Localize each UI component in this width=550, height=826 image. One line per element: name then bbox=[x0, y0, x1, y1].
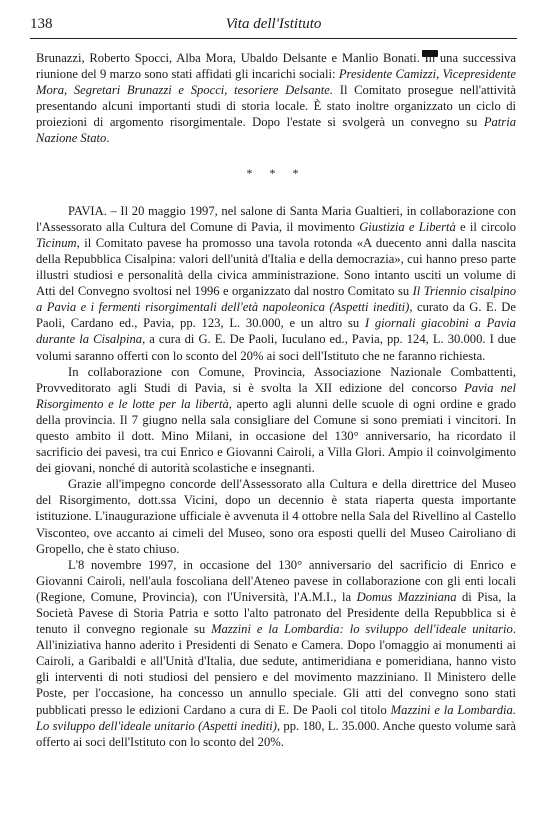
paragraph-pavia-convegno bbox=[36, 203, 516, 364]
running-title: Vita dell'Istituto bbox=[225, 16, 322, 32]
section-separator: * * * bbox=[246, 165, 306, 180]
italic-run: Giustizia e Libertà bbox=[359, 219, 456, 234]
paragraph-museo: Grazie all'impegno concorde dell'Assessorato alla Cultura e della direttrice del Museo del Risorgimento, dott.ssa Vicini, dopo un decennio è stata riaperta questa importante istituzione. L'inaugurazione ufficiale è avvenuta il 4 ottobre nella Sala del Rivellino al Castello Visconteo, ove accanto ai cimeli del Museo, sono ora esposti quelli del Museo Cairoliano di Gropello, che è stato chiuso. bbox=[36, 477, 516, 556]
page-number: 138 bbox=[30, 16, 53, 32]
text-run: Il Comitato prosegue nell'attività presentando alcuni importanti studi di storia locale. È stato inoltre organizzato un ciclo di proiezioni di argomento risorgimentale. Dopo l'estate si svolgerà un convegno su bbox=[36, 83, 517, 130]
italic-run: Ticinum bbox=[36, 235, 77, 250]
text-run: . All'iniziativa hanno aderito i Presidenti di Senato e Camera. Dopo l'omaggio ai monumenti ai Cairoli, a Garibaldi e all'Unità d'Italia, due sedute, antimeridiana e pomeridiana, hanno visto gli interventi di noti studiosi del pensiero e del movimento mazziniano. Il Ministero delle Poste, per l'occasione, ha concesso un annullo speciale. Gli atti del convegno sono stati pubblicati presso le edizioni Cardano a cura di E. De Paoli col titolo bbox=[36, 622, 516, 717]
text-run: di Pisa, la Società Pavese di Storia Patria e sotto l'alto patronato del Presidente della Repubblica si è tenuto il convegno regionale su bbox=[36, 589, 516, 637]
paragraph-cairoli bbox=[36, 557, 516, 750]
text-run: , curato da G. E. De Paoli, Cardano ed., Pavia, pp. 123, L. 30.000, e un altro su bbox=[36, 300, 516, 331]
text-run: . bbox=[106, 131, 110, 146]
text-run: L'8 novembre 1997, in occasione del 130° anniversario del sacrificio di Enrico e Giovanni Cairoli, nell'aula foscoliana dell'Ateneo pavese in collaborazione con gli enti locali (Regione, Comune, Provincia), con l'Università, l'A.M.I., la bbox=[36, 557, 516, 604]
paragraph-comitato-parma bbox=[36, 50, 516, 147]
text-run: e il circolo bbox=[455, 219, 516, 234]
italic-run: Domus Mazziniana bbox=[356, 589, 457, 604]
italic-title: I giornali giacobini a Pavia durante la Cisalpina bbox=[36, 316, 516, 347]
body-text bbox=[36, 50, 516, 750]
paragraph-pavia-concorso bbox=[36, 364, 516, 477]
italic-title: Patria Nazione Stato bbox=[36, 115, 516, 146]
text-run: PAVIA. – Il 20 maggio 1997, nel salone di Santa Maria Gualtieri, in collaborazione con l'Assessorato alla Cultura del Comune di Pavia, il movimento bbox=[36, 203, 516, 234]
text-run: Brunazzi, Roberto Spocci, Alba Mora, Ubaldo Delsante e Manlio Bonati. In una successiva riunione del 9 marzo sono stati affidati gli incarichi sociali: bbox=[36, 51, 516, 82]
text-run: , a cura di G. E. De Paoli, Iuculano ed., Pavia, pp. 124, L. 30.000. I due volumi saranno offerti con lo sconto del 20% ai soci dell'Istituto che ne faranno richiesta. bbox=[36, 332, 516, 363]
italic-title: Mazzini e la Lombardia. Lo sviluppo dell'ideale unitario (Aspetti inediti) bbox=[36, 702, 516, 733]
italic-title: Pavia nel Risorgimento e le lotte per la libertà bbox=[36, 380, 516, 411]
italic-title: Il Triennio cisalpino a Pavia e i fermenti risorgimentali dell'età napoleonica (Aspetti inediti) bbox=[36, 284, 516, 315]
italic-title: Mazzini e la Lombardia: lo sviluppo dell'ideale unitario bbox=[211, 622, 513, 637]
text-run: In collaborazione con Comune, Provincia, Associazione Nazionale Combattenti, Provveditorato agli Studi di Pavia, si è svolta la XII edizione del concorso bbox=[36, 364, 516, 395]
italic-run: Presidente Camizzi, Vicepresidente Mora, Segretari Brunazzi e Spocci, tesoriere Delsante. bbox=[36, 67, 516, 98]
text-run: , aperto agli alunni delle scuole di ogni ordine e grado della provincia. Il 7 giugno nella sala consigliare del Comune si sono premiati i vincitori. In questo ambito il dott. Mino Milani, in occasione del 130° anniversario, ha ricordato il sacrificio dei pavesi, tra cui Enrico e Giovanni Cairoli, a Villa Glori. Ampio il coinvolgimento dei giovani, nonché di autorità scolastiche e insegnanti. bbox=[36, 396, 516, 476]
page-header bbox=[30, 14, 517, 39]
text-run: , pp. 180, L. 35.000. Anche questo volume sarà offerto ai soci dell'Istituto con lo sconto del 20%. bbox=[36, 718, 516, 749]
text-run: , il Comitato pavese ha promosso una tavola rotonda «A duecento anni dalla nascita della Repubblica Cisalpina: valori dell'unità d'Italia e della democrazia», cui hanno preso parte illustri studiosi e personalità della civica amministrazione. Sono intanto usciti un volume di Atti del Convegno svoltosi nel 1996 e organizzato dal nostro Comitato su bbox=[36, 235, 516, 299]
